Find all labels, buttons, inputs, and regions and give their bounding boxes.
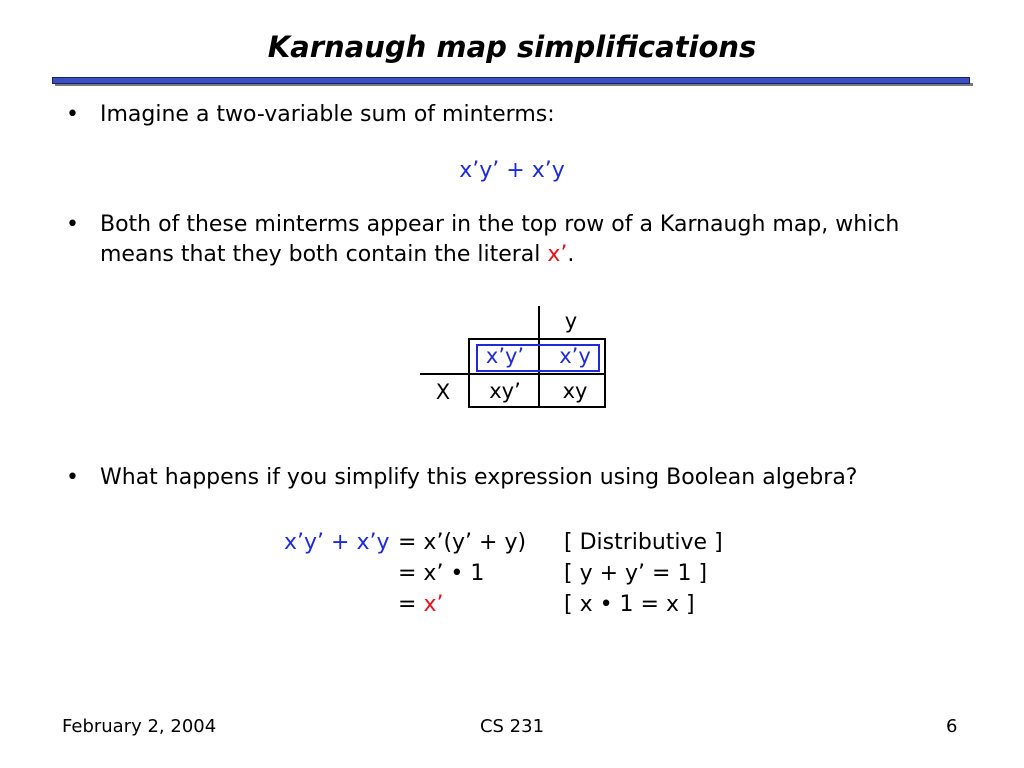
footer-date: February 2, 2004 <box>62 716 217 737</box>
derivation-step-2-reason: [ y + y’ = 1 ] <box>564 561 708 586</box>
derivation-step-3-reason: [ x • 1 = x ] <box>564 592 695 617</box>
literal-x-prime: x’ <box>547 242 568 267</box>
footer-course: CS 231 <box>479 716 545 737</box>
kmap-cell-xpyp: x’y’ <box>485 344 525 368</box>
bullet-marker-2: • <box>66 212 79 237</box>
derivation-step-3-eq <box>398 591 443 619</box>
bullet-2-text <box>100 210 980 270</box>
kmap-col-label-y: y <box>564 309 578 333</box>
kmap-group-highlight <box>476 344 600 372</box>
derivation-step-2-eq: = x’ • 1 <box>398 561 485 586</box>
kmap-row-label-x: X <box>435 380 451 404</box>
bullet-2-line-1: Both of these minterms appear in the top row of a Karnaugh map, which <box>100 212 900 237</box>
bullet-2-line-2-prefix: means that they both contain the literal <box>100 242 548 267</box>
kmap-cell-xyp: xy’ <box>489 379 521 403</box>
bullet-2-line-2 <box>100 240 980 270</box>
kmap-cell-xpy: x’y <box>559 344 591 368</box>
derivation-step-1-eq: = x’(y’ + y) <box>398 530 527 555</box>
title-rule <box>52 77 970 84</box>
derivation-step-1-reason: [ Distributive ] <box>564 530 723 555</box>
bullet-3-text: What happens if you simplify this expression using Boolean algebra? <box>100 465 858 490</box>
derivation-result-x-prime: x’ <box>423 592 444 617</box>
bullet-2-suffix: . <box>567 242 575 267</box>
minterm-expression: x’y’ + x’y <box>459 158 565 183</box>
derivation-step-3-prefix: = <box>398 592 424 617</box>
kmap-cell-xy: xy <box>562 379 588 403</box>
bullet-1-text: Imagine a two-variable sum of minterms: <box>100 102 555 127</box>
derivation-lhs: x’y’ + x’y <box>284 530 390 555</box>
footer-page-number: 6 <box>946 716 958 737</box>
bullet-marker-1: • <box>66 102 79 127</box>
slide-title: Karnaugh map simplifications <box>267 30 757 64</box>
bullet-marker-3: • <box>66 465 79 490</box>
